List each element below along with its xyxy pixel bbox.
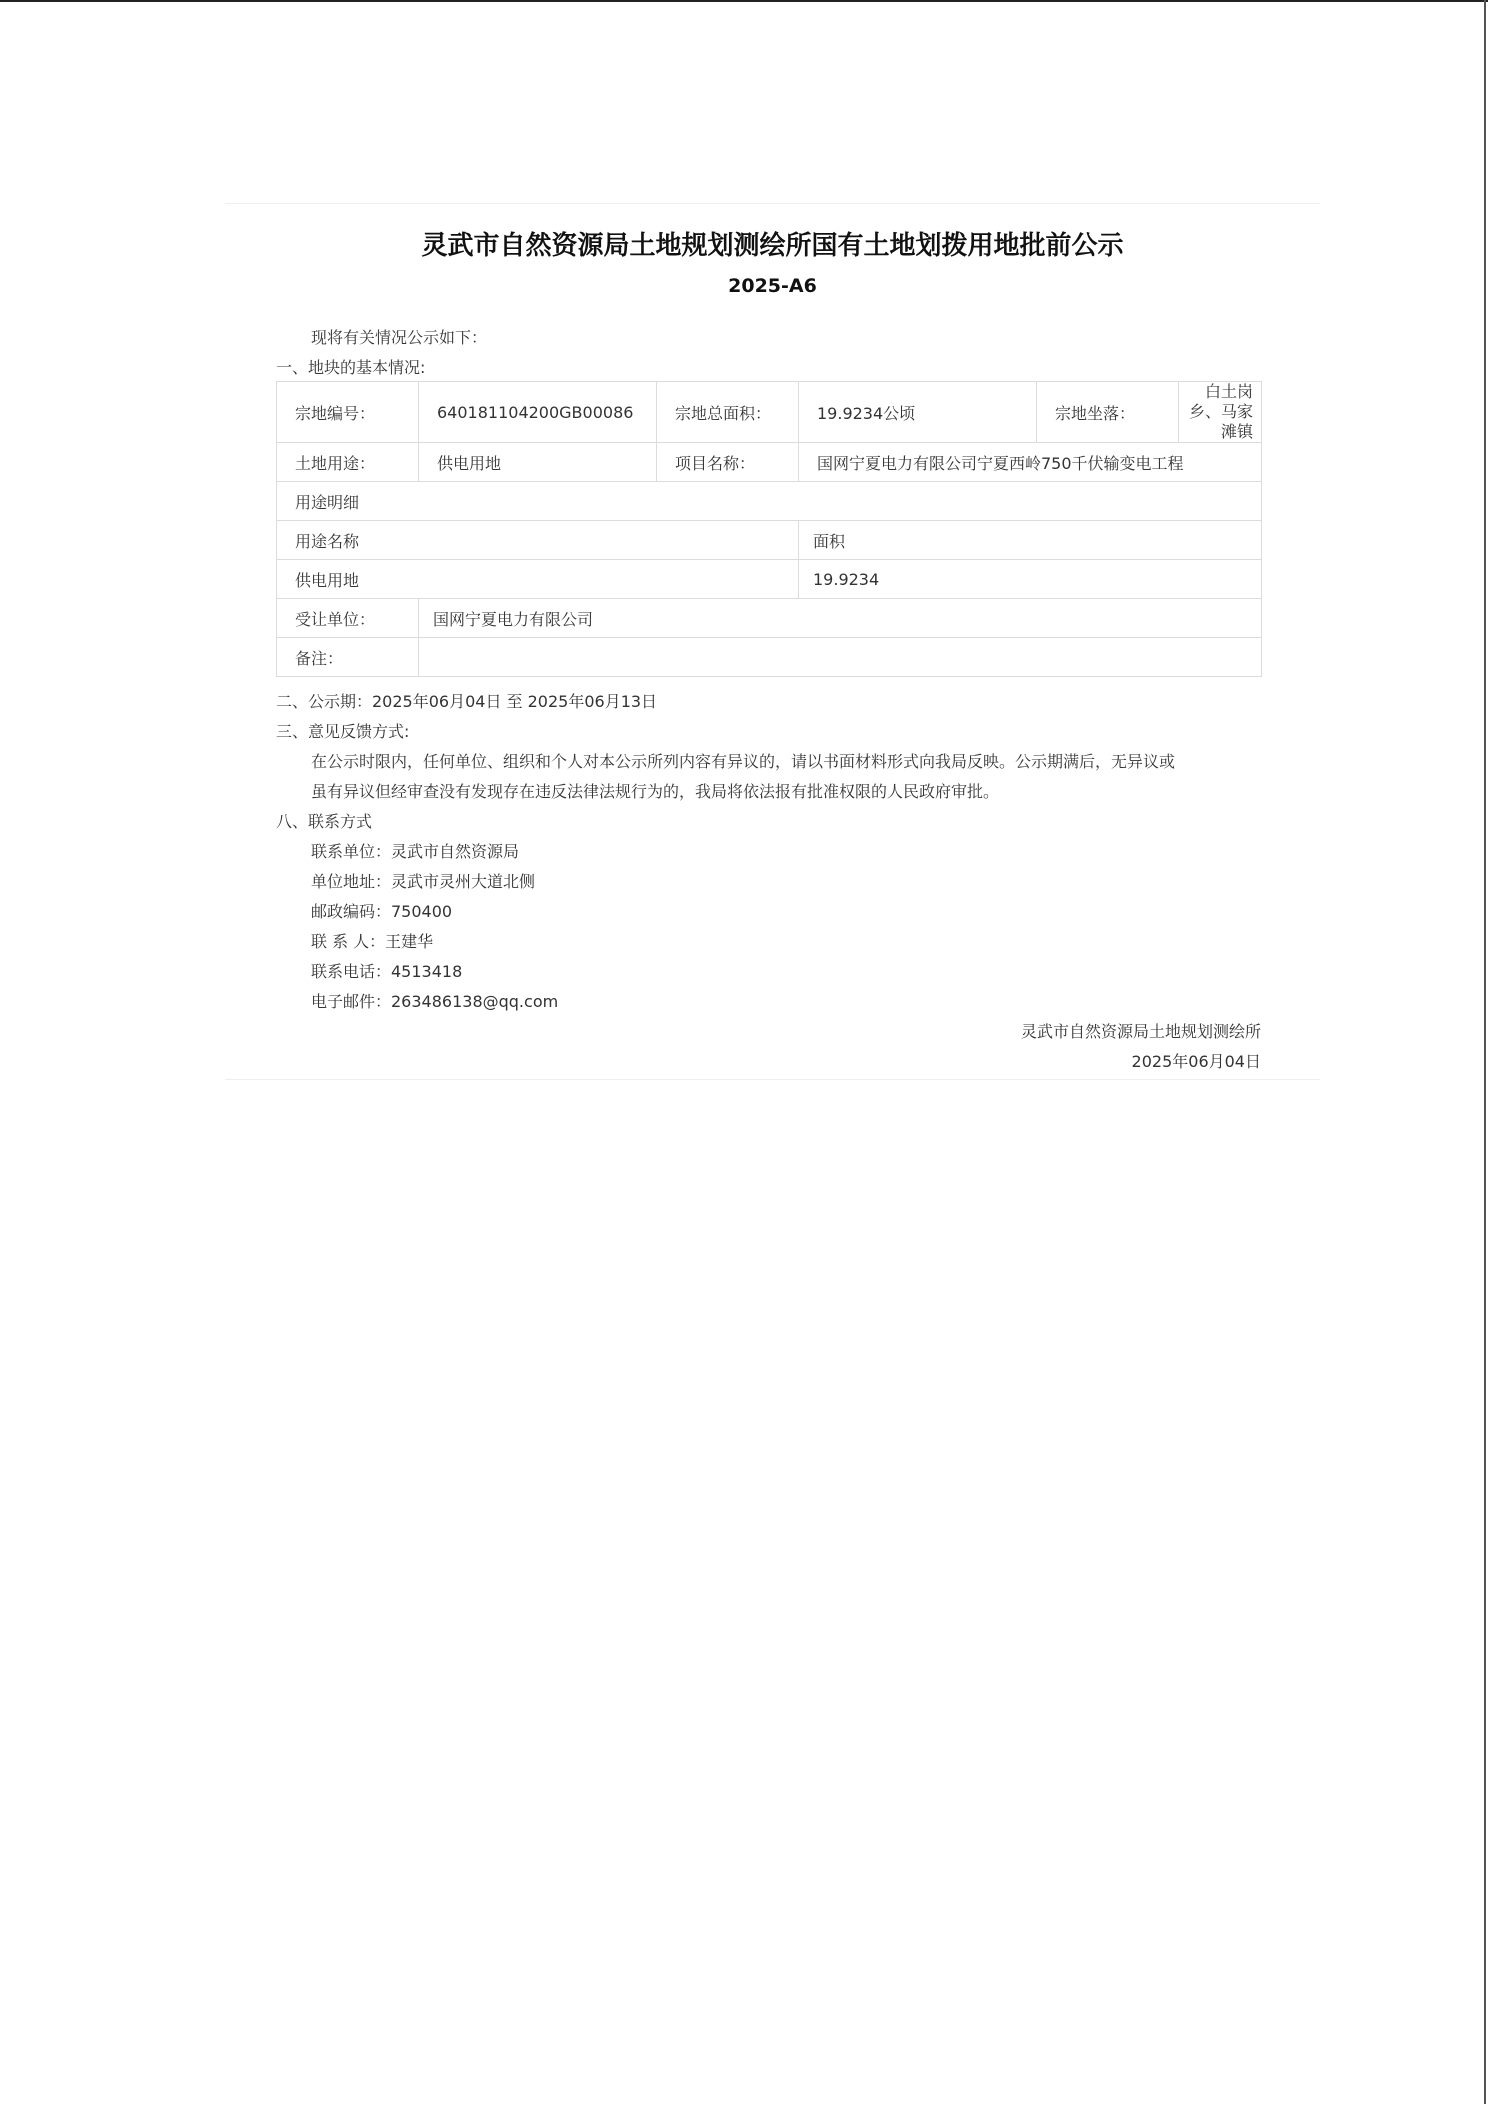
notice-document: [225, 203, 1320, 1080]
intro-text: 现将有关情况公示如下：: [311, 328, 488, 347]
table-row: [277, 599, 1262, 638]
detail-label: 用途明细: [277, 482, 1262, 521]
signature-org: 灵武市自然资源局土地规划测绘所: [1020, 1022, 1261, 1041]
remark-value: [419, 638, 1262, 677]
contact-email: 电子邮件：263486138@qq.com: [311, 992, 559, 1011]
page-top-border: [0, 0, 1488, 2]
section8-heading: 八、联系方式: [276, 812, 373, 831]
table-row: [277, 560, 1262, 599]
section3-heading: 三、意见反馈方式:: [276, 722, 410, 741]
location-label: 宗地坐落：: [1037, 382, 1179, 443]
document-title: 灵武市自然资源局土地规划测绘所国有土地划拨用地批前公示: [421, 231, 1124, 261]
parcel-info-table: [276, 381, 1262, 677]
area-value: 19.9234公顷: [799, 382, 1037, 443]
use-value: 供电用地: [419, 443, 657, 482]
project-value: 国网宁夏电力有限公司宁夏西岭750千伏输变电工程: [799, 443, 1262, 482]
feedback-text-line1: 在公示时限内，任何单位、组织和个人对本公示所列内容有异议的，请以书面材料形式向我局反映。公示期满后，无异议或: [311, 752, 1176, 771]
page-right-border: [1484, 0, 1486, 2104]
parcel-no-label: 宗地编号：: [277, 382, 419, 443]
document-number: 2025-A6: [728, 275, 817, 297]
area-label: 宗地总面积：: [657, 382, 799, 443]
contact-address: 单位地址：灵武市灵州大道北侧: [311, 872, 536, 891]
table-row: [277, 521, 1262, 560]
contact-unit: 联系单位：灵武市自然资源局: [311, 842, 520, 861]
detail-use-value: 供电用地: [277, 560, 799, 599]
publicity-period: 二、公示期：2025年06月04日 至 2025年06月13日: [276, 692, 658, 711]
contact-phone: 联系电话：4513418: [311, 962, 463, 981]
section1-heading: 一、地块的基本情况:: [276, 358, 426, 377]
project-label: 项目名称：: [657, 443, 799, 482]
table-row: [277, 443, 1262, 482]
use-label: 土地用途：: [277, 443, 419, 482]
contact-person: 联 系 人：王建华: [311, 932, 434, 951]
parcel-no-value: 640181104200GB00086: [419, 382, 657, 443]
table-row: [277, 482, 1262, 521]
remark-label: 备注：: [277, 638, 419, 677]
signature-date: 2025年06月04日: [1131, 1052, 1261, 1071]
detail-area-value: 19.9234: [799, 560, 1262, 599]
use-name-header: 用途名称: [277, 521, 799, 560]
feedback-text-line2: 虽有异议但经审查没有发现存在违反法律法规行为的，我局将依法报有批准权限的人民政府审批。: [311, 782, 1000, 801]
table-row: [277, 382, 1262, 443]
area-header: 面积: [799, 521, 1262, 560]
table-row: [277, 638, 1262, 677]
grantee-value: 国网宁夏电力有限公司: [419, 599, 1262, 638]
contact-postcode: 邮政编码：750400: [311, 902, 453, 921]
grantee-label: 受让单位：: [277, 599, 419, 638]
location-value: 白土岗乡、马家滩镇: [1179, 382, 1262, 443]
